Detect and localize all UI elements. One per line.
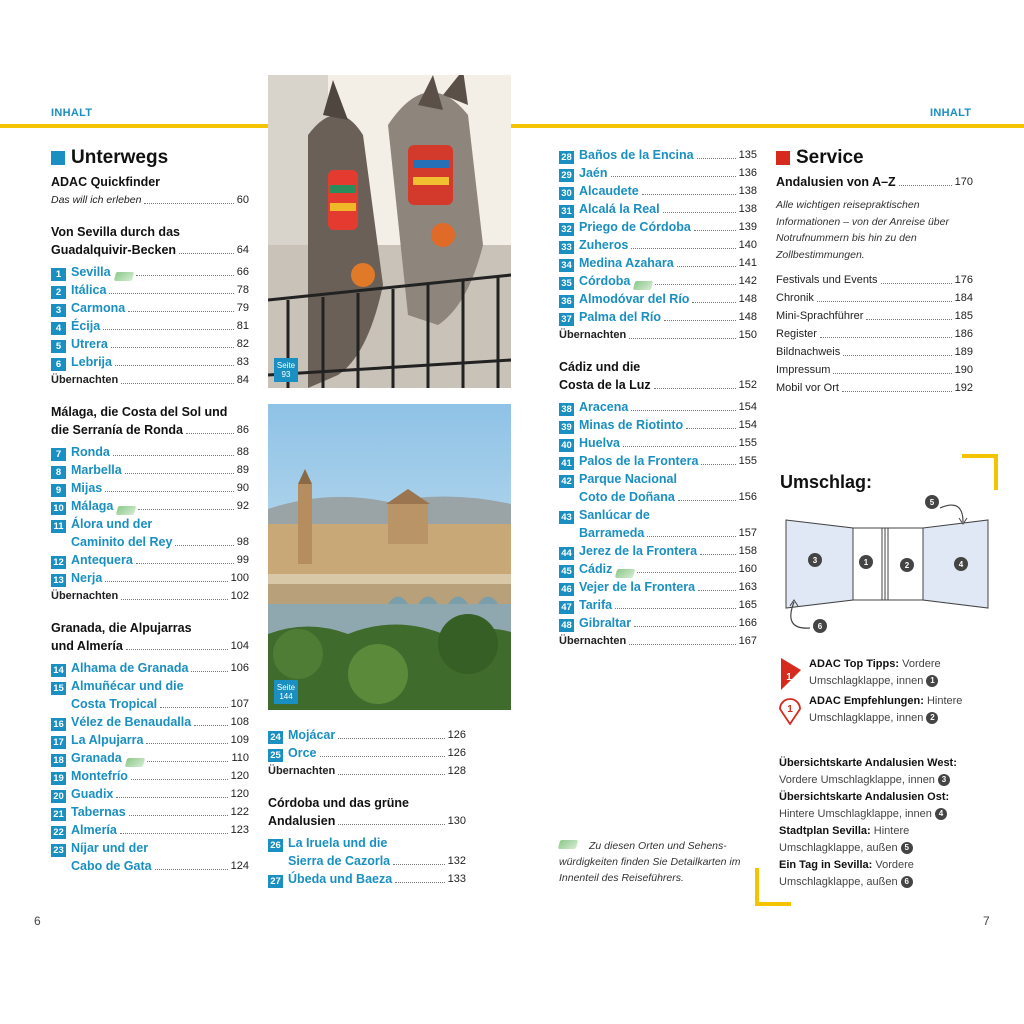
toc-entry[interactable]: Guadalquivir-Becken 64	[51, 243, 249, 257]
toc-entry[interactable]: 35 Córdoba 142	[559, 272, 757, 290]
map-leaf-icon	[633, 281, 653, 290]
place-number-badge: 22	[51, 826, 66, 839]
toc-entry[interactable]: 10 Málaga 92	[51, 497, 249, 515]
place-number-badge: 34	[559, 259, 574, 272]
quickfinder-title: ADAC Quickfinder	[51, 175, 161, 189]
place-number-badge: 32	[559, 223, 574, 236]
section-marker	[776, 151, 790, 165]
place-number-badge: 33	[559, 241, 574, 254]
toc-entry[interactable]: 21 Tabernas 122	[51, 803, 249, 821]
map-leaf-icon	[116, 506, 136, 515]
place-list	[51, 551, 249, 587]
place-list	[559, 398, 757, 470]
top-tipp-icon	[779, 658, 803, 690]
toc-entry[interactable]: 46 Vejer de la Frontera 163	[559, 578, 757, 596]
service-list	[776, 271, 973, 397]
corner-mark	[755, 868, 759, 906]
place-list	[559, 542, 757, 632]
toc-entry[interactable]: Übernachten 128	[268, 765, 466, 777]
region-heading: Granada, die Alpujarras	[51, 621, 192, 635]
place-number-badge: 9	[51, 484, 66, 497]
cover-diagram	[778, 490, 994, 640]
toc-entry[interactable]: Übernachten 167	[559, 635, 757, 647]
place-number-badge: 24	[268, 731, 283, 744]
page-number-right: 7	[983, 914, 990, 928]
toc-entry[interactable]: 37 Palma del Río 148	[559, 308, 757, 326]
toc-entry[interactable]: Chronik 184	[776, 292, 973, 304]
place-list	[51, 263, 249, 371]
cover-ref-icon: 3	[938, 774, 950, 786]
toc-entry[interactable]: Impressum 190	[776, 364, 973, 376]
toc-entry[interactable]: und Almería 104	[51, 639, 249, 653]
toc-entry[interactable]: 7 Ronda 88	[51, 443, 249, 461]
top-tipps-info: ADAC Top Tipps: Vordere Umschlagklappe, innen 1	[809, 658, 941, 687]
place-number-badge: 10	[51, 502, 66, 515]
place-list	[559, 146, 757, 326]
svg-text:1: 1	[787, 704, 793, 715]
toc-column-2	[268, 726, 466, 888]
toc-entry[interactable]: 36 Almodóvar del Río 148	[559, 290, 757, 308]
map-leaf-icon	[125, 758, 145, 767]
toc-entry[interactable]: Register 186	[776, 328, 973, 340]
toc-entry[interactable]: 29 Jaén 136	[559, 164, 757, 182]
place-number-badge: 36	[559, 295, 574, 308]
photo-cordoba	[268, 404, 511, 710]
toc-entry[interactable]: 30 Alcaudete 138	[559, 182, 757, 200]
toc-entry[interactable]: Sierra de Cazorla 132	[288, 854, 466, 868]
toc-entry[interactable]: Cabo de Gata 124	[71, 859, 249, 873]
header-rule-left	[0, 124, 268, 128]
diagram-label: 5	[929, 498, 935, 507]
region-heading: Málaga, die Costa del Sol und	[51, 405, 228, 419]
toc-entry[interactable]: Mini-Sprachführer 185	[776, 310, 973, 322]
toc-entry[interactable]: 18 Granada 110	[51, 749, 249, 767]
corner-mark	[962, 454, 998, 458]
place-number-badge: 5	[51, 340, 66, 353]
region-heading: Córdoba und das grüne	[268, 796, 409, 810]
place-number-badge: 20	[51, 790, 66, 803]
diagram-label: 1	[863, 558, 869, 567]
toc-entry[interactable]: 24 Mojácar 126	[268, 726, 466, 744]
place-number-badge: 39	[559, 421, 574, 434]
cover-ref-icon: 1	[926, 675, 938, 687]
region-heading: Cádiz und die	[559, 360, 641, 374]
toc-entry[interactable]: 22 Almería 123	[51, 821, 249, 839]
toc-entry[interactable]: 26 La Iruela und die	[268, 834, 466, 852]
cordoba-image	[268, 404, 511, 710]
place-number-badge: 1	[51, 268, 66, 281]
place-number-badge: 21	[51, 808, 66, 821]
toc-entry[interactable]: 16 Vélez de Benaudalla 108	[51, 713, 249, 731]
toc-entry[interactable]: 17 La Alpujarra 109	[51, 731, 249, 749]
diagram-label: 6	[817, 622, 823, 631]
cover-ref-icon: 2	[926, 712, 938, 724]
toc-entry[interactable]: 20 Guadix 120	[51, 785, 249, 803]
diagram-label: 3	[812, 556, 818, 565]
toc-entry[interactable]: Das will ich erleben 60	[51, 194, 249, 206]
toc-column-3	[559, 146, 757, 650]
header-label-right: INHALT	[930, 107, 972, 119]
place-list	[51, 713, 249, 839]
place-number-badge: 13	[51, 574, 66, 587]
place-number-badge: 28	[559, 151, 574, 164]
detailmap-note: Zu diesen Orten und Sehenswürdigkeiten finden Sie Detailkarten im Innenteil des Reiseführers.	[559, 840, 741, 884]
place-number-badge: 8	[51, 466, 66, 479]
section-title-unterwegs: Unterwegs	[51, 147, 249, 169]
place-number-badge: 40	[559, 439, 574, 452]
map-leaf-icon	[113, 272, 133, 281]
toc-entry[interactable]: 47 Tarifa 165	[559, 596, 757, 614]
section-title-service: Service	[776, 147, 973, 169]
toc-entry[interactable]: 40 Huelva 155	[559, 434, 757, 452]
empfehlung-icon	[778, 697, 802, 725]
toc-entry[interactable]: die Serranía de Ronda 86	[51, 423, 249, 437]
map-leaf-icon	[615, 569, 635, 578]
toc-entry[interactable]: 41 Palos de la Frontera 155	[559, 452, 757, 470]
place-number-badge: 6	[51, 358, 66, 371]
toc-entry[interactable]: 6 Lebrija 83	[51, 353, 249, 371]
section-marker	[51, 151, 65, 165]
cover-ref-icon: 6	[901, 876, 913, 888]
place-number-badge: 12	[51, 556, 66, 569]
toc-entry[interactable]: 39 Minas de Riotinto 154	[559, 416, 757, 434]
place-number-badge: 41	[559, 457, 574, 470]
toc-entry[interactable]: 33 Zuheros 140	[559, 236, 757, 254]
toc-entry[interactable]: 5 Utrera 82	[51, 335, 249, 353]
place-number-badge: 47	[559, 601, 574, 614]
place-number-badge: 7	[51, 448, 66, 461]
toc-entry[interactable]: 42 Parque Nacional	[559, 470, 757, 488]
toc-entry[interactable]: Andalusien von A–Z 170	[776, 175, 973, 189]
photo-donkeys	[268, 75, 511, 388]
empfehlungen-info: ADAC Empfehlungen: Hintere Umschlagklappe, innen 2	[809, 695, 963, 724]
header-rule-right	[511, 124, 1024, 128]
place-number-badge: 44	[559, 547, 574, 560]
cover-ref-icon: 5	[901, 842, 913, 854]
place-number-badge: 18	[51, 754, 66, 767]
toc-entry[interactable]: 1 Sevilla 66	[51, 263, 249, 281]
cover-ref-icon: 4	[935, 808, 947, 820]
toc-entry[interactable]: 32 Priego de Córdoba 139	[559, 218, 757, 236]
donkey-image	[268, 75, 511, 388]
place-number-badge: 35	[559, 277, 574, 290]
toc-entry[interactable]: Costa Tropical 107	[71, 697, 249, 711]
toc-entry[interactable]: 45 Cádiz 160	[559, 560, 757, 578]
toc-entry[interactable]: 14 Alhama de Granada 106	[51, 659, 249, 677]
place-list	[268, 726, 466, 762]
place-number-badge: 48	[559, 619, 574, 632]
toc-entry[interactable]: Coto de Doñana 156	[579, 490, 757, 504]
place-number-badge: 31	[559, 205, 574, 218]
page-reference-tag[interactable]: Seite 93	[274, 358, 298, 382]
place-number-badge: 38	[559, 403, 574, 416]
toc-column-4	[776, 147, 973, 397]
toc-entry[interactable]: 38 Aracena 154	[559, 398, 757, 416]
toc-entry[interactable]: 27 Úbeda und Baeza 133	[268, 870, 466, 888]
page-number-left: 6	[34, 914, 41, 928]
place-number-badge: 3	[51, 304, 66, 317]
corner-mark	[755, 902, 791, 906]
toc-entry[interactable]: 9 Mijas 90	[51, 479, 249, 497]
toc-entry[interactable]: 13 Nerja 100	[51, 569, 249, 587]
toc-entry[interactable]: Bildnachweis 189	[776, 346, 973, 358]
toc-entry[interactable]: 19 Montefrío 120	[51, 767, 249, 785]
toc-entry[interactable]: 11 Álora und der	[51, 515, 249, 533]
toc-entry[interactable]: 28 Baños de la Encina 135	[559, 146, 757, 164]
place-number-badge: 29	[559, 169, 574, 182]
corner-mark	[994, 454, 998, 490]
place-number-badge: 30	[559, 187, 574, 200]
toc-entry[interactable]: Übernachten 150	[559, 329, 757, 341]
place-number-badge: 19	[51, 772, 66, 785]
toc-entry[interactable]: 43 Sanlúcar de	[559, 506, 757, 524]
place-number-badge: 17	[51, 736, 66, 749]
place-number-badge: 2	[51, 286, 66, 299]
toc-entry[interactable]: Mobil vor Ort 192	[776, 382, 973, 394]
toc-entry[interactable]: 4 Écija 81	[51, 317, 249, 335]
toc-entry[interactable]: 2 Itálica 78	[51, 281, 249, 299]
diagram-label: 4	[958, 560, 964, 569]
toc-entry[interactable]: 48 Gibraltar 166	[559, 614, 757, 632]
toc-entry[interactable]: Caminito del Rey 98	[71, 535, 249, 549]
toc-entry[interactable]: Costa de la Luz 152	[559, 378, 757, 392]
toc-entry[interactable]: Festivals und Events 176	[776, 274, 973, 286]
map-leaf-icon	[558, 840, 578, 849]
umschlag-title: Umschlag:	[780, 472, 873, 492]
toc-entry[interactable]: Übernachten 102	[51, 590, 249, 602]
place-number-badge: 46	[559, 583, 574, 596]
toc-entry[interactable]: 12 Antequera 99	[51, 551, 249, 569]
region-heading: Von Sevilla durch das	[51, 225, 180, 239]
toc-entry[interactable]: 25 Orce 126	[268, 744, 466, 762]
toc-entry[interactable]: 8 Marbella 89	[51, 461, 249, 479]
svg-text:1: 1	[786, 672, 792, 683]
page-reference-tag[interactable]: Seite 144	[274, 680, 298, 704]
az-description: Alle wichtigen reisepraktischen Informationen – von der Anreise über Notrufnummern bis hin zu den Zollbestimmungen.	[776, 199, 949, 261]
diagram-label: 2	[904, 561, 910, 570]
header-label-left: INHALT	[51, 107, 93, 119]
toc-entry[interactable]: Übernachten 84	[51, 374, 249, 386]
place-list	[51, 443, 249, 515]
toc-entry[interactable]: Andalusien 130	[268, 814, 466, 828]
place-number-badge: 4	[51, 322, 66, 335]
place-number-badge: 45	[559, 565, 574, 578]
toc-entry[interactable]: 23 Níjar und der	[51, 839, 249, 857]
place-number-badge: 16	[51, 718, 66, 731]
cover-contents-list: Übersichtskarte Andalusien West: Vordere Umschlagklappe, innen 3 Übersichtskarte Andalusien Ost: Hintere Umschlagklappe, innen 4 Stadtplan Sevilla: Hintere Umschlagklappe, außen 5 Ein Tag in Sevilla: Vordere Umschlagklappe, außen 6	[779, 757, 957, 888]
toc-entry[interactable]: 34 Medina Azahara 141	[559, 254, 757, 272]
toc-entry[interactable]: Barrameda 157	[579, 526, 757, 540]
place-number-badge: 25	[268, 749, 283, 762]
toc-entry[interactable]: 44 Jerez de la Frontera 158	[559, 542, 757, 560]
toc-entry[interactable]: 15 Almuñécar und die	[51, 677, 249, 695]
toc-column-1	[51, 147, 249, 875]
toc-entry[interactable]: 3 Carmona 79	[51, 299, 249, 317]
place-number-badge: 37	[559, 313, 574, 326]
toc-entry[interactable]: 31 Alcalá la Real 138	[559, 200, 757, 218]
